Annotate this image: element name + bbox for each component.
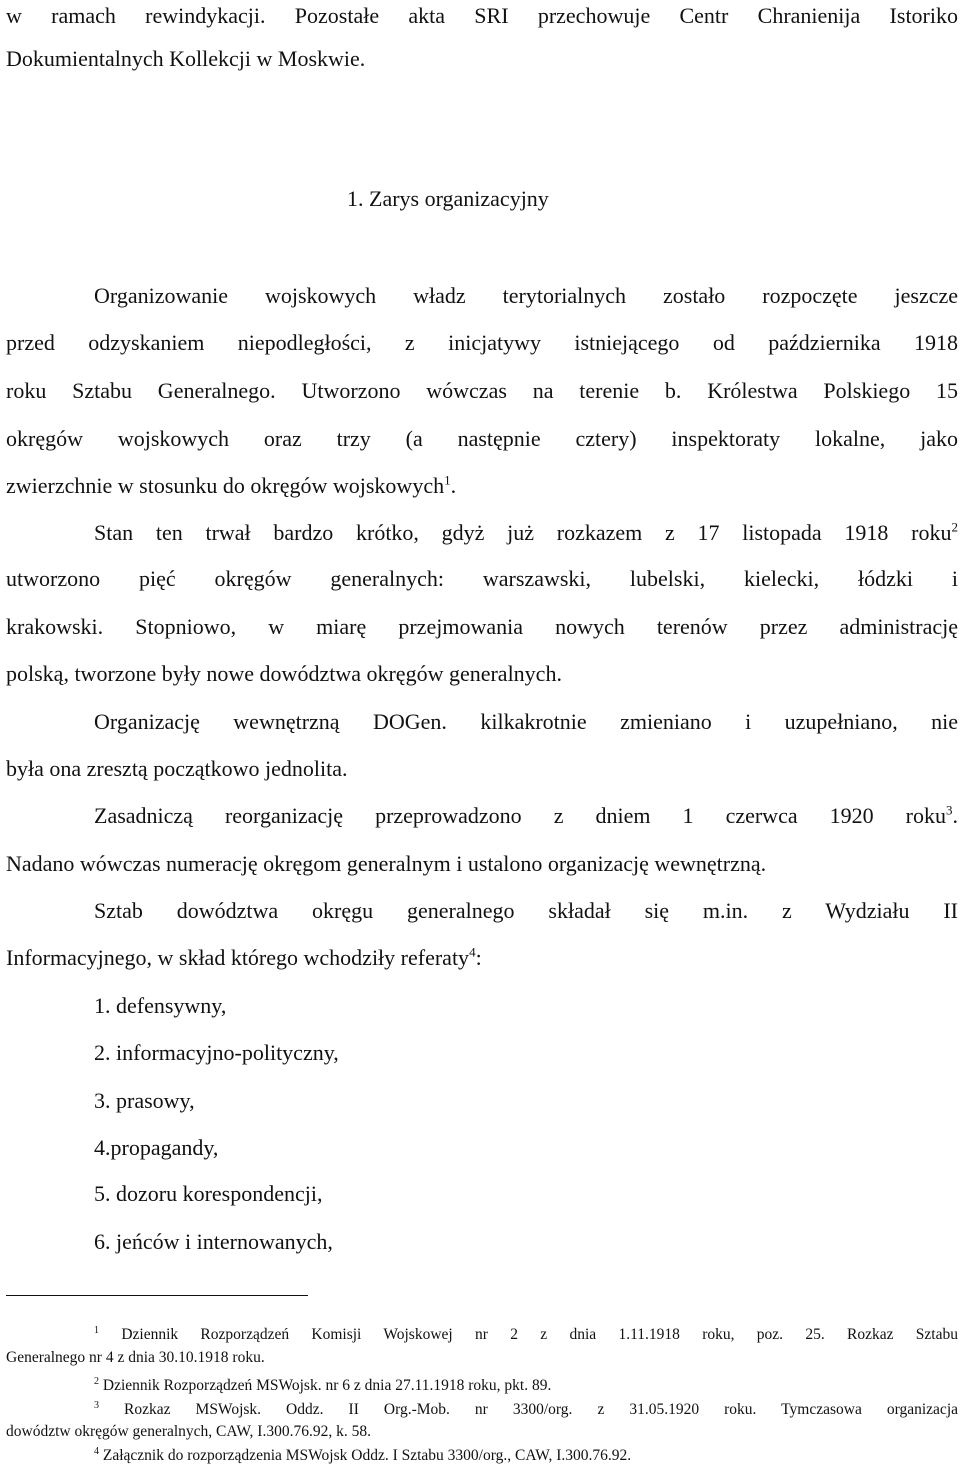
footnote-line: Generalnego nr 4 z dnia 30.10.1918 roku. (6, 1349, 265, 1366)
footnote (94, 1447, 631, 1465)
section-heading: 1. Zarys organizacyjny (347, 186, 549, 211)
paragraph-line (6, 473, 456, 499)
paragraph-text: zwierzchnie w stosunku do okręgów wojskowych (6, 473, 445, 498)
footnote-ref: 4 (469, 944, 476, 960)
paragraph-line: Organizowanie wojskowych władz terytorialnych zostało rozpoczęte jeszcze (94, 283, 958, 308)
paragraph-line (6, 945, 482, 971)
footnote-text: Dziennik Rozporządzeń Komisji Wojskowej nr 2 z dnia 1.11.1918 roku, poz. 25. Rozkaz Sztabu (121, 1326, 958, 1343)
list-item: 5. dozoru korespondencji, (94, 1181, 323, 1206)
footnote-ref: 3 (946, 802, 953, 818)
paragraph-text: Zasadniczą reorganizację przeprowadzono z dniem 1 czerwca 1920 roku (94, 803, 946, 828)
paragraph-line (94, 803, 958, 829)
list-item: 3. prasowy, (94, 1088, 195, 1113)
footnote-number: 4 (94, 1445, 99, 1457)
footnote-number: 3 (94, 1399, 99, 1411)
paragraph-line: roku Sztabu Generalnego. Utworzono wówczas na terenie b. Królestwa Polskiego 15 (6, 378, 958, 403)
intro-line: Dokumientalnych Kollekcji w Moskwie. (6, 46, 366, 71)
footnote (94, 1377, 551, 1395)
footnote-separator (6, 1295, 308, 1296)
punctuation: . (450, 473, 457, 498)
paragraph-line: była ona zresztą początkowo jednolita. (6, 756, 348, 781)
paragraph-line (94, 520, 958, 546)
footnote-text: Rozkaz MSWojsk. Oddz. II Org.-Mob. nr 3300/org. z 31.05.1920 roku. Tymczasowa organizacja (124, 1401, 959, 1418)
punctuation: : (475, 945, 482, 970)
paragraph-line: Sztab dowództwa okręgu generalnego składał się m.in. z Wydziału II (94, 898, 958, 923)
footnote-text: Dziennik Rozporządzeń MSWojsk. nr 6 z dnia 27.11.1918 roku, pkt. 89. (102, 1377, 552, 1394)
paragraph-text: Informacyjnego, w skład którego wchodziły referaty (6, 945, 470, 970)
footnote-ref: 2 (951, 519, 958, 535)
footnote-ref: 1 (444, 472, 451, 488)
footnote (94, 1326, 958, 1344)
paragraph-line: Nadano wówczas numerację okręgom generalnym i ustalono organizację wewnętrzną. (6, 851, 767, 876)
paragraph-line: utworzono pięć okręgów generalnych: warszawski, lubelski, kielecki, łódzki i (6, 566, 958, 591)
footnote-text: Załącznik do rozporządzenia MSWojsk Oddz. I Sztabu 3300/org., CAW, I.300.76.92. (102, 1447, 632, 1464)
paragraph-text: Stan ten trwał bardzo krótko, gdyż już rozkazem z 17 listopada 1918 roku (94, 520, 952, 545)
paragraph-line: okręgów wojskowych oraz trzy (a następnie cztery) inspektoraty lokalne, jako (6, 426, 958, 451)
list-item: 1. defensywny, (94, 993, 227, 1018)
intro-line: w ramach rewindykacji. Pozostałe akta SRI przechowuje Centr Chranienija Istoriko (6, 3, 958, 28)
document-page (6, 0, 958, 1470)
paragraph-line: krakowski. Stopniowo, w miarę przejmowania nowych terenów przez administrację (6, 614, 958, 639)
list-item: 4.propagandy, (94, 1135, 219, 1160)
list-item: 2. informacyjno-polityczny, (94, 1040, 339, 1065)
footnote-number: 1 (94, 1324, 99, 1336)
paragraph-line: Organizację wewnętrzną DOGen. kilkakrotnie zmieniano i uzupełniano, nie (94, 709, 958, 734)
list-item: 6. jeńców i internowanych, (94, 1229, 333, 1254)
footnote (94, 1401, 958, 1419)
paragraph-line: polską, tworzone były nowe dowództwa okręgów generalnych. (6, 661, 562, 686)
footnote-line: dowództw okręgów generalnych, CAW, I.300.76.92, k. 58. (6, 1423, 371, 1440)
punctuation: . (952, 803, 958, 828)
footnote-number: 2 (94, 1375, 99, 1387)
paragraph-line: przed odzyskaniem niepodległości, z inicjatywy istniejącego od października 1918 (6, 330, 958, 355)
